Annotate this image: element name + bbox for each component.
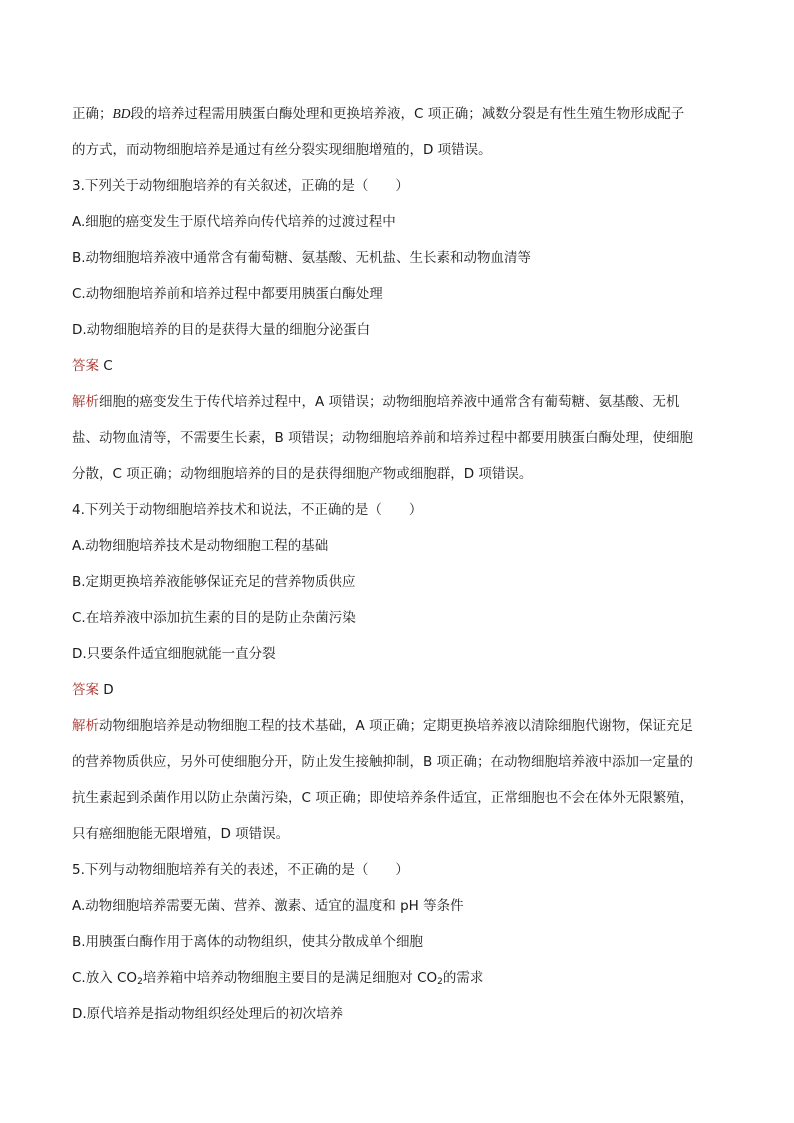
question-3-option-d: D.动物细胞培养的目的是获得大量的细胞分泌蛋白 xyxy=(72,322,371,338)
question-5-option-a: A.动物细胞培养需要无菌、营养、激素、适宜的温度和 pH 等条件 xyxy=(72,898,464,914)
document-page xyxy=(72,96,722,1032)
answer-value: D xyxy=(99,682,114,698)
question-3-option-a: A.细胞的癌变发生于原代培养向传代培养的过渡过程中 xyxy=(72,214,396,230)
question-4-analysis-1: 解析动物细胞培养是动物细胞工程的技术基础，A 项正确；定期更换培养液以清除细胞代谢物，保证充足 xyxy=(72,718,694,734)
question-5-option-b: B.用胰蛋白酶作用于离体的动物组织，使其分散成单个细胞 xyxy=(72,934,424,950)
question-3-analysis-3: 分散，C 项正确；动物细胞培养的目的是获得细胞产物或细胞群，D 项错误。 xyxy=(72,466,533,482)
question-4-stem: 4.下列关于动物细胞培养技术和说法，不正确的是（ ） xyxy=(72,502,423,518)
answer-label: 答案 xyxy=(72,682,99,698)
question-3-analysis-2: 盐、动物血清等，不需要生长素，B 项错误；动物细胞培养前和培养过程中都要用胰蛋白酶处理，使细胞 xyxy=(72,430,694,446)
question-4-option-d: D.只要条件适宜细胞就能一直分裂 xyxy=(72,646,276,662)
analysis-label: 解析 xyxy=(72,394,99,410)
answer-label: 答案 xyxy=(72,358,99,374)
question-3-option-b: B.动物细胞培养液中通常含有葡萄糖、氨基酸、无机盐、生长素和动物血清等 xyxy=(72,250,532,266)
intro-line-1: 正确；BD段的培养过程需用胰蛋白酶处理和更换培养液，C 项正确；减数分裂是有性生殖生物形成配子 xyxy=(72,106,685,122)
question-3-stem: 3.下列关于动物细胞培养的有关叙述，正确的是（ ） xyxy=(72,178,409,194)
question-3-answer xyxy=(72,348,722,384)
question-3-analysis-1: 解析细胞的癌变发生于传代培养过程中，A 项错误；动物细胞培养液中通常含有葡萄糖、氨基酸、无机 xyxy=(72,394,680,410)
analysis-label: 解析 xyxy=(72,718,99,734)
question-4-analysis-2: 的营养物质供应，另外可使细胞分开，防止发生接触抑制，B 项正确；在动物细胞培养液中添加一定量的 xyxy=(72,754,694,770)
question-4-answer xyxy=(72,672,722,708)
answer-value: C xyxy=(99,358,113,374)
question-3-option-c: C.动物细胞培养前和培养过程中都要用胰蛋白酶处理 xyxy=(72,286,383,302)
question-5-stem: 5.下列与动物细胞培养有关的表述，不正确的是（ ） xyxy=(72,862,409,878)
question-4-option-b: B.定期更换培养液能够保证充足的营养物质供应 xyxy=(72,574,356,590)
question-4-analysis-4: 只有癌细胞能无限增殖，D 项错误。 xyxy=(72,826,290,842)
question-4-analysis-3: 抗生素起到杀菌作用以防止杂菌污染，C 项正确；即使培养条件适宜，正常细胞也不会在体外无限繁殖， xyxy=(72,790,694,806)
segment-label: BD xyxy=(112,106,131,121)
question-4-option-a: A.动物细胞培养技术是动物细胞工程的基础 xyxy=(72,538,329,554)
question-5-option-d: D.原代培养是指动物组织经处理后的初次培养 xyxy=(72,1006,344,1022)
question-5-option-c: C.放入 $CO_2$培养箱中培养动物细胞主要目的是满足细胞对 $CO_2$的需求 xyxy=(72,970,484,987)
question-4-option-c: C.在培养液中添加抗生素的目的是防止杂菌污染 xyxy=(72,610,356,626)
intro-line-2: 的方式，而动物细胞培养是通过有丝分裂实现细胞增殖的，D 项错误。 xyxy=(72,142,492,158)
